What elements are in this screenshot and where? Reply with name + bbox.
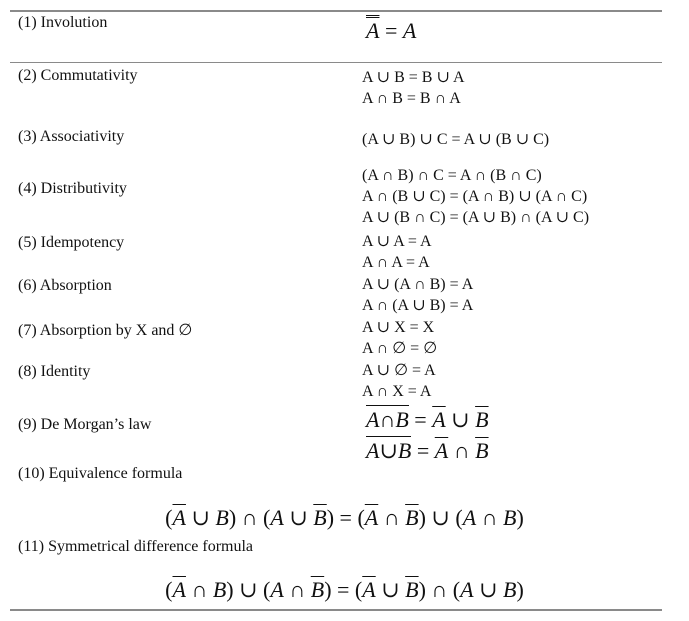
law-label-idempotency: (5) Idempotency [18,234,125,251]
expr-line: A ∪ ∅ = A [362,362,436,379]
absorption-exprs [362,275,473,317]
header-rule [10,62,662,63]
law-label-absorption-x-empty: (7) Absorption by X and ∅ [18,322,193,339]
law-label-absorption: (6) Absorption [18,277,112,294]
expr-line: A ∪ X = X [362,319,435,336]
expr-line: A ∪ (A ∩ B) = A [362,276,474,293]
law-label-distributivity: (4) Distributivity [18,180,127,197]
associativity-exprs [362,130,549,151]
law-label-commutativity: (2) Commutativity [18,67,138,84]
expr-line: A ∩ X = A [362,383,432,400]
law-label-symmetrical-difference: (11) Symmetrical difference formula [18,538,254,555]
bottom-rule [10,609,662,611]
expr-line: A ∩ ∅ = ∅ [362,340,438,357]
distributivity-exprs [362,166,589,229]
de-morgan-expr-1: A∩B = $\overline{A}$ ∪ $\overline{B}$ [366,407,489,432]
expr-line: A ∩ (A ∪ B) = A [362,297,474,314]
identity-exprs [362,361,436,403]
expr-line: (A ∩ B) ∩ C = A ∩ (B ∩ C) [362,167,542,184]
law-label-de-morgan: (9) De Morgan’s law [18,416,152,433]
expr-line: A ∩ B = B ∩ A [362,90,461,107]
law-label-involution: (1) Involution [18,14,108,31]
top-rule [10,10,662,12]
absorption-x-exprs [362,318,437,360]
expr-line: A ∩ (B ∪ C) = (A ∩ B) ∪ (A ∩ C) [362,188,588,205]
involution-expr: A = A [366,18,417,43]
expr-line: A ∩ A = A [362,254,430,271]
de-morgan-expr-2: A∪B = $\overline{A}$ ∩ $\overline{B}$ [366,438,489,463]
commutativity-exprs [362,68,465,110]
expr-line: A ∪ (B ∩ C) = (A ∪ B) ∩ (A ∪ C) [362,209,590,226]
equivalence-expr: ($\overline{A}$ ∪ B) ∩ (A ∪ $\overline{B}) = (\overline{A}$ ∩ $\overline{B}$) ∪ (A ∩ B) [165,505,524,530]
law-label-associativity: (3) Associativity [18,128,125,145]
law-label-equivalence: (10) Equivalence formula [18,465,183,482]
expr-line: (A ∪ B) ∪ C = A ∪ (B ∪ C) [362,131,550,148]
law-label-identity: (8) Identity [18,363,91,380]
expr-line: A ∪ A = A [362,233,432,250]
symmetrical-difference-expr: ($\overline{A}$ ∩ B) ∪ (A ∩ $\overline{B}) = (\overline{A}$ ∪ $\overline{B}$) ∩ (A ∪ B) [165,577,524,602]
idempotency-exprs [362,232,432,274]
expr-line: A ∪ B = B ∪ A [362,69,465,86]
